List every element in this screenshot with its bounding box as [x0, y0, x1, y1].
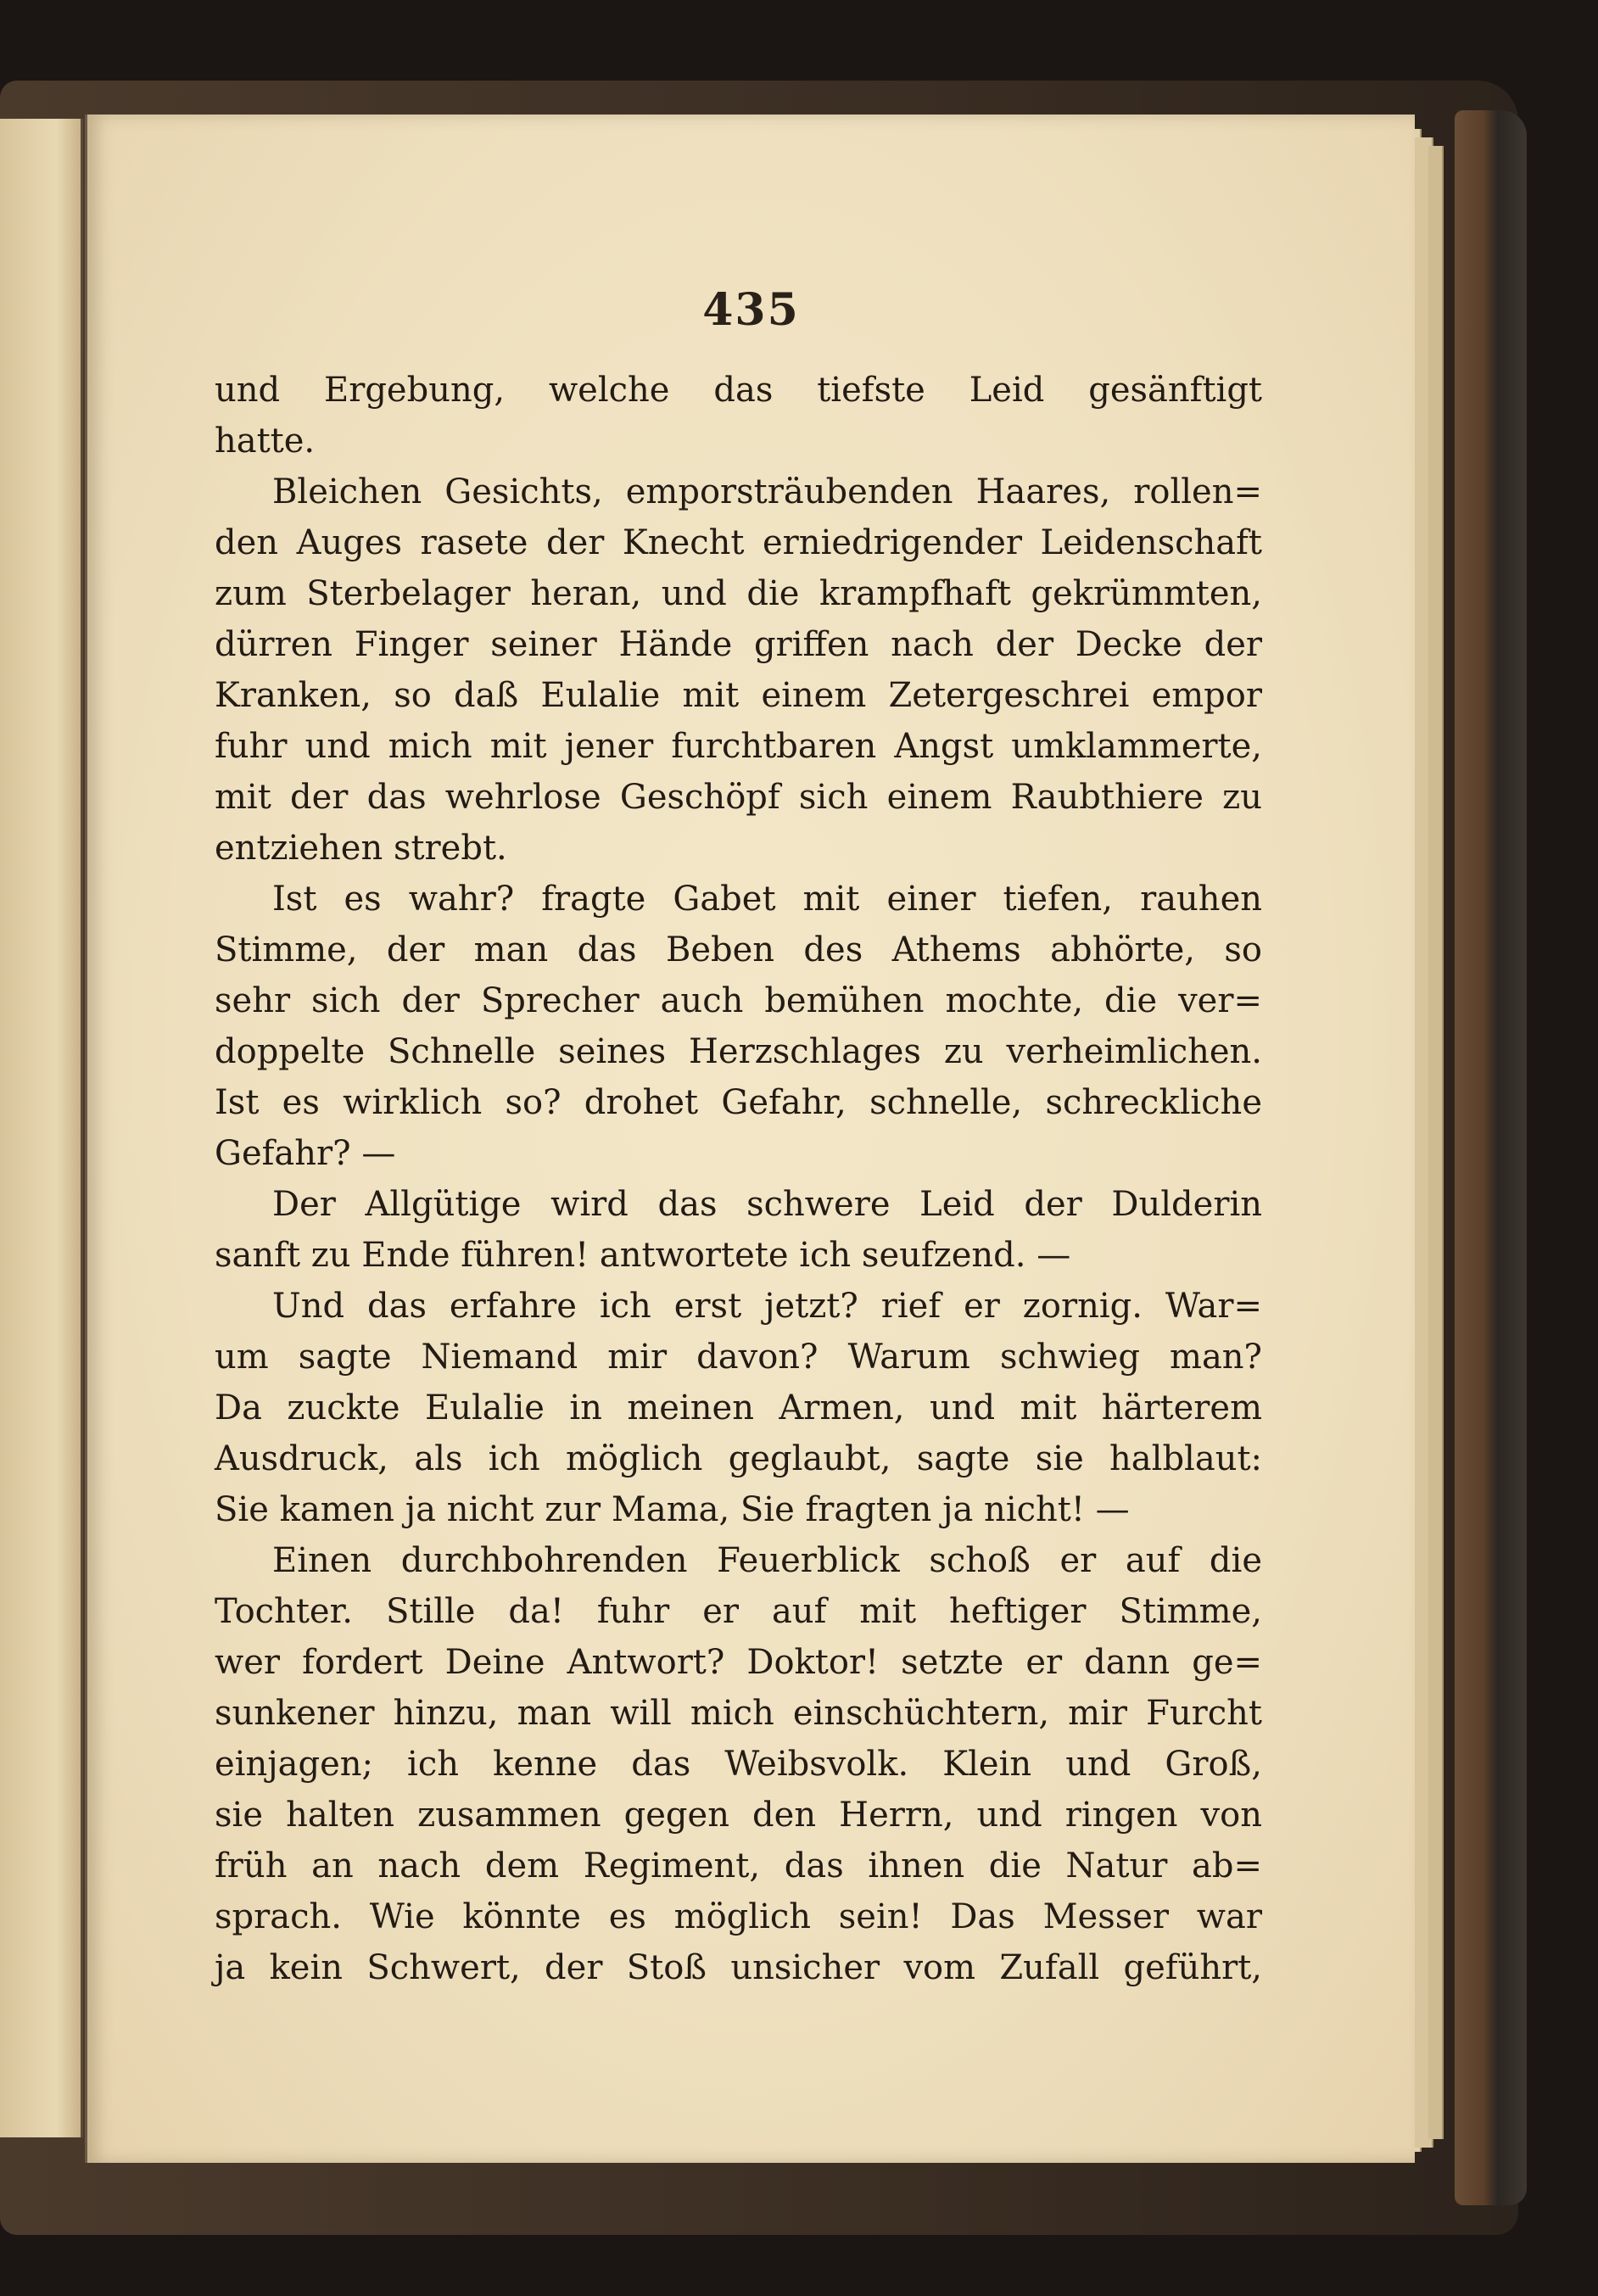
text-line: einjagen; ich kenne das Weibsvolk. Klein und Groß,: [215, 1745, 1262, 1784]
text-line: doppelte Schnelle seines Herzschlages zu verheimlichen.: [215, 1032, 1262, 1071]
text-line: Sie kamen ja nicht zur Mama, Sie fragten ja nicht! —: [215, 1490, 1130, 1529]
text-line: Stimme, der man das Beben des Athems abhörte, so: [215, 930, 1262, 969]
text-line: entziehen strebt.: [215, 829, 507, 868]
text-line: Bleichen Gesichts, emporsträubenden Haares, rollen=: [272, 472, 1262, 511]
text-line: sunkener hinzu, man will mich einschüchtern, mir Furcht: [215, 1694, 1262, 1733]
text-line: fuhr und mich mit jener furchtbaren Angst umklammerte,: [215, 727, 1262, 766]
book-spine-edge: [1455, 110, 1527, 2205]
text-line: Kranken, so daß Eulalie mit einem Zetergeschrei empor: [215, 676, 1262, 715]
text-line: dürren Finger seiner Hände griffen nach der Decke der: [215, 625, 1262, 664]
text-line: sprach. Wie könnte es möglich sein! Das Messer war: [215, 1897, 1262, 1936]
text-line: Und das erfahre ich erst jetzt? rief er zornig. War=: [272, 1287, 1262, 1326]
text-line: Da zuckte Eulalie in meinen Armen, und mit härterem: [215, 1388, 1262, 1427]
text-line: Ist es wirklich so? drohet Gefahr, schnelle, schreckliche: [215, 1083, 1262, 1122]
page-number: 435: [702, 284, 800, 336]
text-line: sehr sich der Sprecher auch bemühen mochte, die ver=: [215, 981, 1262, 1020]
text-line: Ausdruck, als ich möglich geglaubt, sagte sie halblaut:: [215, 1439, 1262, 1478]
page-text: [215, 365, 1262, 1993]
text-line: den Auges rasete der Knecht erniedrigender Leidenschaft: [215, 523, 1262, 562]
text-line: sanft zu Ende führen! antwortete ich seufzend. —: [215, 1236, 1071, 1275]
text-line: Einen durchbohrenden Feuerblick schoß er auf die: [272, 1541, 1262, 1580]
text-line: zum Sterbelager heran, und die krampfhaft gekrümmten,: [215, 574, 1262, 613]
text-line: Der Allgütige wird das schwere Leid der Dulderin: [272, 1185, 1262, 1224]
text-line: und Ergebung, welche das tiefste Leid gesänftigt: [215, 371, 1262, 410]
text-line: hatte.: [215, 422, 316, 461]
book-page: [85, 115, 1415, 2163]
left-page-edge: [0, 119, 83, 2137]
text-line: ja kein Schwert, der Stoß unsicher vom Zufall geführt,: [215, 1948, 1262, 1987]
text-line: Gefahr? —: [215, 1134, 396, 1173]
text-line: wer fordert Deine Antwort? Doktor! setzte er dann ge=: [215, 1643, 1262, 1682]
text-line: Tochter. Stille da! fuhr er auf mit heftiger Stimme,: [215, 1592, 1262, 1631]
text-line: früh an nach dem Regiment, das ihnen die Natur ab=: [215, 1846, 1262, 1885]
text-line: um sagte Niemand mir davon? Warum schwieg man?: [215, 1338, 1262, 1377]
text-line: Ist es wahr? fragte Gabet mit einer tiefen, rauhen: [272, 880, 1262, 919]
text-line: sie halten zusammen gegen den Herrn, und ringen von: [215, 1796, 1262, 1835]
text-line: mit der das wehrlose Geschöpf sich einem Raubthiere zu: [215, 778, 1262, 817]
page-stack-edge: [1428, 146, 1444, 2139]
